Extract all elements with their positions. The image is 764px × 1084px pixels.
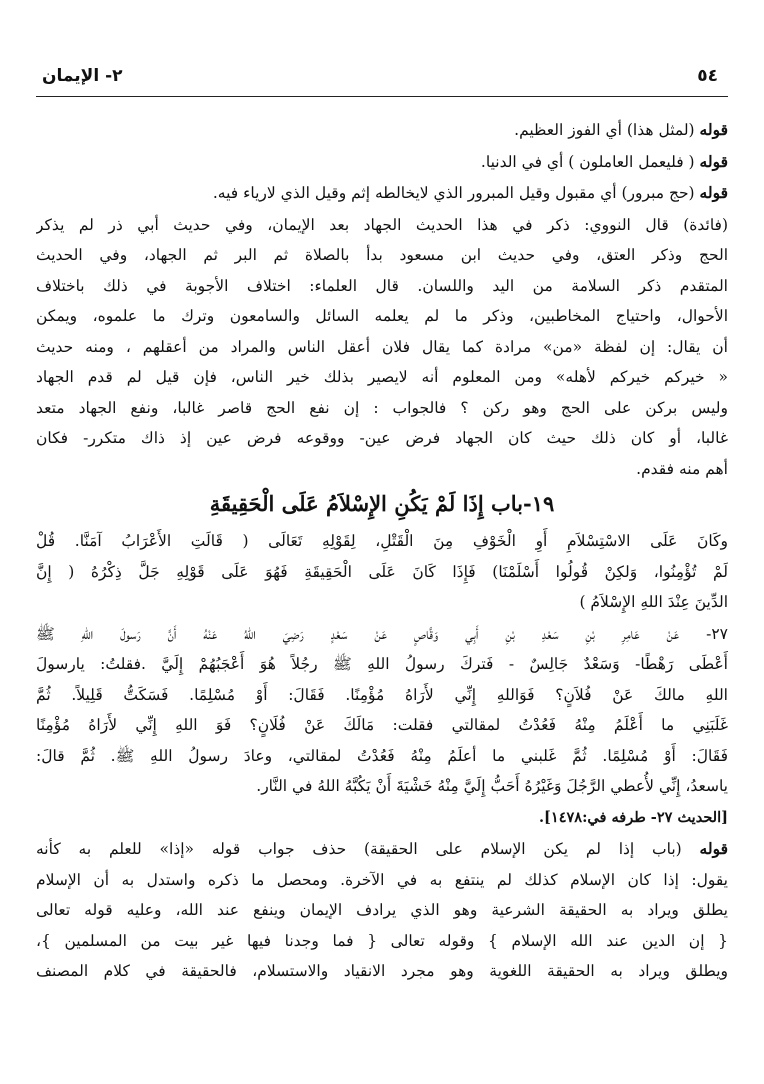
chapter-intro	[36, 526, 728, 618]
text-line	[36, 178, 728, 209]
faida-line: غالبا، أو كان ذلك حيث كان الجهاد فرض عين- ووقوعه فرض عين إذ ذاك متكرر- فكان	[36, 429, 728, 447]
faida-line: وليس بركن على الحج وهو ركن ؟ فالجواب : إن نفع الحج قاصر غالبا، ونفع الجهاد متعد	[36, 398, 728, 417]
commentary-lead: قوله	[699, 839, 728, 858]
text-line	[36, 147, 728, 178]
faida-line: « خيركم خيركم لأهله» ومن المعلوم أنه لايصير بذلك خير الناس، فإن قيل لم قدم الجهاد	[36, 368, 728, 386]
intro-line: وكَانَ عَلَى الاسْتِسْلاَمِ أَوِ الْخَوْفِ مِنَ الْقَتْلِ، لِقَوْلِهِ تَعَالَى ( قَالَتِ الأَعْرَابُ آمَنَّا. قُلْ	[36, 532, 728, 550]
gloss-paragraph	[36, 178, 728, 209]
faida-line: أن يقال: إن لفظة «من» مرادة كما يقال فلان أعقل الناس والمراد من أعقلهم ، ومنه حديث	[36, 337, 728, 356]
hadith-ref: [الحديث ٢٧- طرفه في:١٤٧٨].	[539, 808, 728, 826]
faida-line: أهم منه فقدم.	[636, 459, 728, 478]
faida-line: (فائدة) قال النووي: ذكر في هذا الحديث الجهاد بعد الإيمان، وفي حديث أبي ذر لم يذكر	[36, 215, 728, 234]
gloss-lead: قوله	[699, 120, 728, 139]
commentary-line: { إن الدين عند الله الإسلام } وقوله تعالى { فما وجدنا فيها غير بيت من المسلمين }،	[36, 931, 728, 950]
faida-paragraph	[36, 210, 728, 485]
page-number: ٥٤	[697, 66, 718, 86]
gloss-paragraph	[36, 115, 728, 146]
commentary-line	[36, 834, 728, 865]
faida-line: الحج وذكر العتق، وفي حديث ابن مسعود بدأ بالصلاة ثم البر ثم الجهاد، وفي الحديث	[36, 246, 728, 264]
gloss-text: (حج مبرور) أي مقبول وقيل المبرور الذي لايخالطه إثم وقيل الذي لارياء فيه.	[212, 184, 695, 202]
commentary-paragraph	[36, 834, 728, 987]
commentary-line: يطلق ويراد به الحقيقة الشرعية وهو الذي يرادف الإيمان وينفع عند الله، وعليه قوله تعالى	[36, 901, 728, 919]
hadith-line: ٢٧- عَنْ عَامِرِ بْنِ سَعْدِ بْنِ أَبِي وَقَّاصٍ عَنْ سَعْدٍ رَضِيَ اللهُ عَنْهُ أَنَّ رَسولَ اللهِ ﷺ	[36, 624, 728, 643]
page-body	[36, 115, 728, 987]
hadith-reference	[36, 803, 728, 834]
gloss-text: (لمثل هذا) أي الفوز العظيم.	[514, 121, 695, 139]
intro-line: الدِّينَ عِنْدَ اللهِ الإِسْلاَمُ )	[579, 593, 728, 611]
hadith-line: غَلَبَنِي ما أَعْلَمُ مِنْهُ فَعُدْتُ لمقالتي فقلت: مَالَكَ عَنْ فُلَانٍ؟ فَوَ اللهِ إِنِّي لأَرَاهُ مُؤْمِنًا	[36, 716, 728, 734]
faida-line: الأحوال، واحتياج المخاطبين، وذكر ما لم يعلمه السائل والسامعون وترك ما علموه، ويمكن	[36, 307, 728, 325]
chapter-heading: ١٩-باب إِذَا لَمْ يَكُنِ الإِسْلاَمُ عَلَى الْحَقِيقَةِ	[209, 491, 555, 516]
commentary-line: يقول: إذا كان الإسلام كذلك لم ينتفع به في الآخرة. ومحصل ما ذكره واستدل به أن الإسلام	[36, 870, 728, 889]
intro-line: لَمْ تُؤْمِنُوا، وَلكِنْ قُولُوا أَسْلَمْنَا) فَإِذَا كَانَ عَلَى الْحَقِيقَةِ فَهُوَ عَلَى قَوْلِهِ جَلَّ ذِكْرُهُ ( إِنَّ	[36, 562, 728, 581]
text-line	[36, 115, 728, 146]
hadith-line: أَعْطَى رَهْطًا- وَسَعْدٌ جَالِسٌ - فَتركَ رسولُ اللهِ ﷺ رجُلاً هُوَ أَعْجَبُهُمْ إِلَيَّ .فقلتُ: يارسولَ	[36, 655, 728, 673]
faida-line: المتقدم ذكر السلامة من اليد واللسان. قال العلماء: اختلاف الأجوبة في ذلك باختلاف	[36, 276, 728, 295]
chapter-title: ٢- الإيمان	[42, 66, 123, 86]
gloss-paragraph	[36, 147, 728, 178]
gloss-lead: قوله	[699, 183, 728, 202]
gloss-lead: قوله	[699, 151, 728, 171]
hadith-line: اللهِ مالكَ عَنْ فُلاَنٍ؟ فَوَاللهِ إِنِّي لأَرَاهُ مُؤْمِنًا. فَقَالَ: أَوْ مُسْلِمًا. فَسَكَتُّ قَلِيلاً. ثُمَّ	[36, 685, 728, 704]
commentary-text: (باب إذا لم يكن الإسلام على الحقيقة) حذف جواب قوله «إذا» للعلم به كأنه	[36, 840, 682, 858]
gloss-text: ( فليعمل العاملون ) أي في الدنيا.	[480, 152, 695, 171]
commentary-line: ويطلق ويراد به الحقيقة اللغوية وهو مجرد الانقياد والاستسلام، فالحقيقة في كلام المصنف	[36, 962, 728, 980]
hadith-line: ياسعدُ، إِنِّي لأُعطي الرَّجُلَ وَغَيْرُهُ أَحَبُّ إِلَيَّ مِنْهُ خَشْيَةَ أَنْ يَكُبَّهُ اللهُ في النَّار.	[256, 777, 728, 795]
book-page	[36, 62, 728, 1062]
page-header	[36, 62, 728, 97]
hadith-line: فَقَالَ: أَوْ مُسْلِمًا. ثُمَّ غَلبني ما أعلَمُ مِنْهُ فَعُدْتُ لمقالتي، وعادَ رسولُ اللهِ ﷺ. ثُمَّ قالَ:	[36, 746, 728, 765]
hadith-text	[36, 619, 728, 802]
